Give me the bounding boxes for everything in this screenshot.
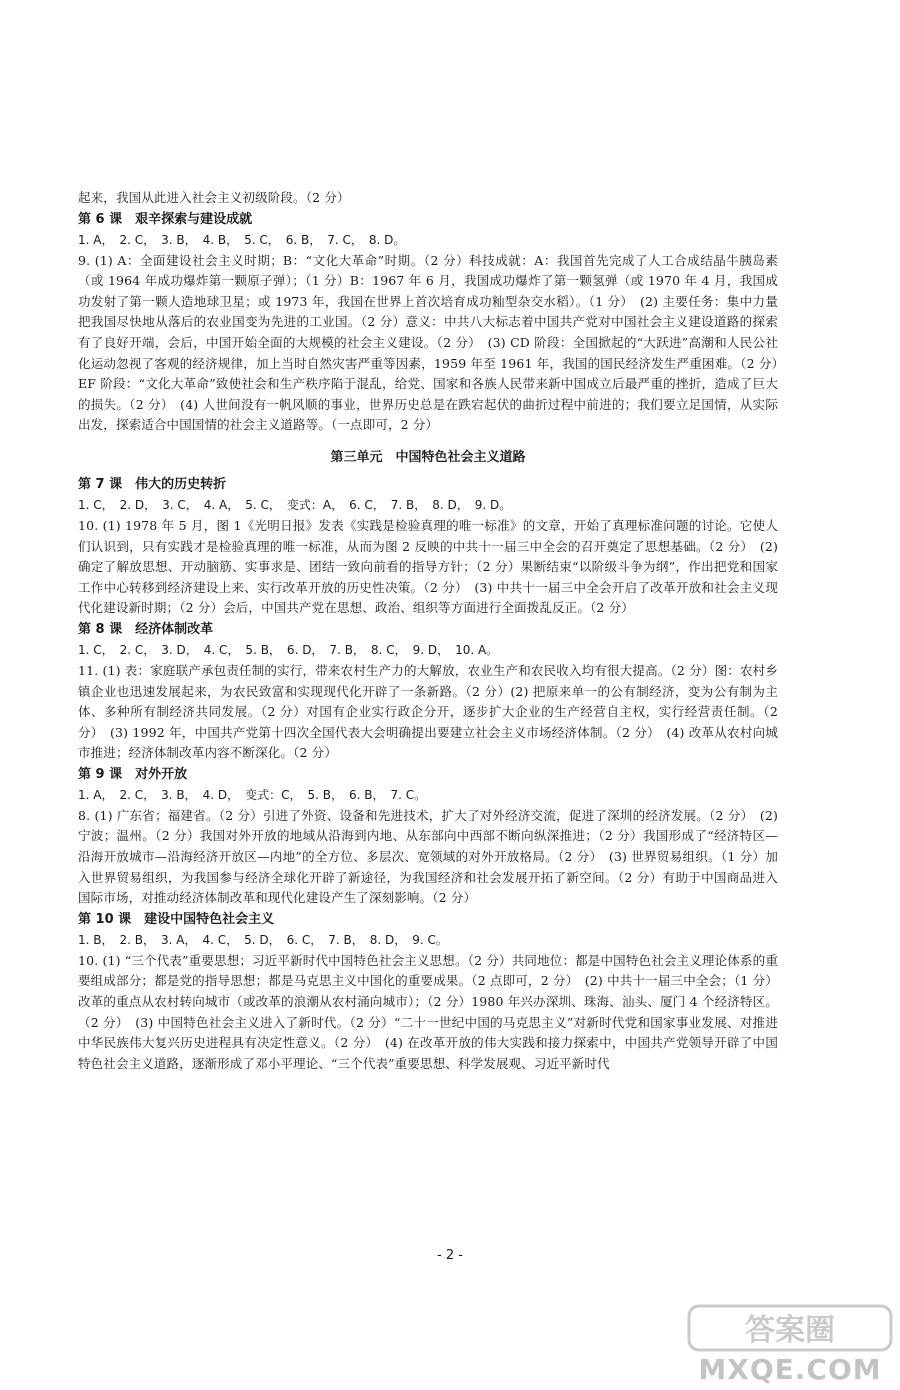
watermark-logo (685, 1300, 895, 1386)
lesson-8-question-11: 11. (1) 表：家庭联产承包责任制的实行，带来农村生产力的大解放，农业生产和农民收入均有很大提高。（2 分）图：农村乡镇企业也迅速发展起来，为农民致富和实现现代化开辟了一条新路。（2 分）(2) 把原来单一的公有制经济，变为公有制为主体、多种所有制经济共同发展。（2 分）对国有企业实行政企分开，逐步扩大企业的生产经营自主权，实行经营责任制。（2 分） (3) 1992 年，中国共产党第十四次全国代表大会明确提出要建立社会主义市场经济体制。（2 分） (4) 改革从农村向城市推进；经济体制改革内容不断深化。（2 分） (78, 662, 778, 761)
answer-page (78, 188, 778, 1074)
page-number: - 2 - (437, 1248, 463, 1263)
lesson-10-answers: 1. B， 2. B， 3. A， 4. C， 5. D， 6. C， 7. B， 8. D， 9. C。 (78, 932, 448, 947)
lesson-10-question-10: 10. (1) “三个代表”重要思想；习近平新时代中国特色社会主义思想。（2 分）共同地位：都是中国特色社会主义理论体系的重要组成部分；都是党的指导思想；都是马克思主义中国化的重要成果。（2 点即可，2 分） (2) 中共十一届三中全会；（1 分）改革的重点从农村转向城市（或改革的浪潮从农村涌向城市）；（2 分）1980 年兴办深圳、珠海、汕头、厦门 4 个经济特区。（2 分） (3) 中国特色社会主义进入了新时代。（2 分）“二十一世纪中国的马克思主义”对新时代党和国家事业发展、对推进中华民族伟大复兴历史进程具有决定性意义。（2 分） (4) 在改革开放的伟大实践和接力探索中，中国共产党领导开辟了中国特色社会主义道路，逐渐形成了邓小平理论、“三个代表”重要思想、科学发展观、习近平新时代 (78, 952, 778, 1071)
watermark-logo-text: 答案圈 (745, 1313, 835, 1348)
watermark-logo-icon (685, 1300, 895, 1356)
lesson-8-answers: 1. C， 2. C， 3. D， 4. C， 5. B， 6. D， 7. B， 8. C， 9. D， 10. A。 (78, 642, 499, 657)
lesson-9-title: 第 9 课 对外开放 (78, 766, 188, 782)
lesson-9-answers: 1. A， 2. C， 3. B， 4. D， 变式：C， 5. B， 6. B， 7. C。 (78, 787, 427, 802)
lesson-7-question-10: 10. (1) 1978 年 5 月，图 1《光明日报》发表《实践是检验真理的唯一标准》的文章，开始了真理标准问题的讨论。它使人们认识到，只有实践才是检验真理的唯一标准，从而为图 2 反映的中共十一届三中全会的召开奠定了思想基础。（2 分） (2) 确定了解放思想、开动脑筋、实事求是、团结一致向前看的指导方针；（2 分）果断结束“以阶级斗争为纲”，作出把党和国家工作中心转移到经济建设上来、实行改革开放的历史性决策。（2 分） (3) 中共十一届三中全会开启了改革开放和社会主义现代化建设新时期；（2 分）会后，中国共产党在思想、政治、组织等方面进行全面拨乱反正。（2 分） (78, 517, 778, 616)
lesson-7-title: 第 7 课 伟大的历史转折 (78, 476, 227, 492)
intro-line: 起来，我国从此进入社会主义初级阶段。（2 分） (78, 190, 350, 205)
lesson-10-title: 第 10 课 建设中国特色社会主义 (78, 911, 275, 927)
unit-3-title: 第三单元 中国特色社会主义道路 (330, 449, 526, 465)
watermark-url: MXQE.COM (698, 1353, 882, 1386)
lesson-6-question-9: 9. (1) A：全面建设社会主义时期；B：“文化大革命”时期。（2 分）科技成就：A：我国首先完成了人工合成结晶牛胰岛素（或 1964 年成功爆炸第一颗原子弹）；（1 分）B：1967 年 6 月，我国成功爆炸了第一颗氢弹（或 1970 年 4 月，我国成功发射了第一颗人造地球卫星；或 1973 年，我国在世界上首次培育成功籼型杂交水稻）。（1 分） (2) 主要任务：集中力量把我国尽快地从落后的农业国变为先进的工业国。（2 分）意义：中共八大标志着中国共产党对中国社会主义建设道路的探索有了良好开端，会后，中国开始全面的大规模的社会主义建设。（2 分） (3) CD 阶段：全国掀起的“大跃进”高潮和人民公社化运动忽视了客观的经济规律，加上当时自然灾害严重等因素，1959 年至 1961 年，我国的国民经济发生严重困难。（2 分）EF 阶段：“文化大革命”致使社会和生产秩序陷于混乱，给党、国家和各族人民带来新中国成立后最严重的挫折，造成了巨大的损失。（2 分） (4) 人世间没有一帆风顺的事业，世界历史总是在跌宕起伏的曲折过程中前进的；我们要立足国情，从实际出发，探索适合中国国情的社会主义道路等。（一点即可，2 分） (78, 252, 778, 433)
lesson-7-answers: 1. C， 2. D， 3. C， 4. A， 5. C， 变式：A， 6. C， 7. B， 8. D， 9. D。 (78, 497, 512, 512)
lesson-8-title: 第 8 课 经济体制改革 (78, 621, 214, 637)
lesson-6-title: 第 6 课 艰辛探索与建设成就 (78, 211, 253, 227)
lesson-9-question-8: 8. (1) 广东省；福建省。（2 分）引进了外资、设备和先进技术，扩大了对外经济交流，促进了深圳的经济发展。（2 分） (2) 宁波；温州。（2 分）我国对外开放的地域从沿海到内地、从东部向中西部不断向纵深推进；（2 分）我国形成了“经济特区—沿海开放城市—沿海经济开放区—内地”的全方位、多层次、宽领域的对外开放格局。（2 分） (3) 世界贸易组织。（1 分）加入世界贸易组织，为我国参与经济全球化开辟了新途径，为我国经济和社会发展开拓了新空间。（2 分）有助于中国商品进入国际市场，对推动经济体制改革和现代化建设产生了深刻影响。（2 分） (78, 807, 778, 906)
lesson-6-answers: 1. A， 2. C， 3. B， 4. B， 5. C， 6. B， 7. C， 8. D。 (78, 232, 406, 247)
